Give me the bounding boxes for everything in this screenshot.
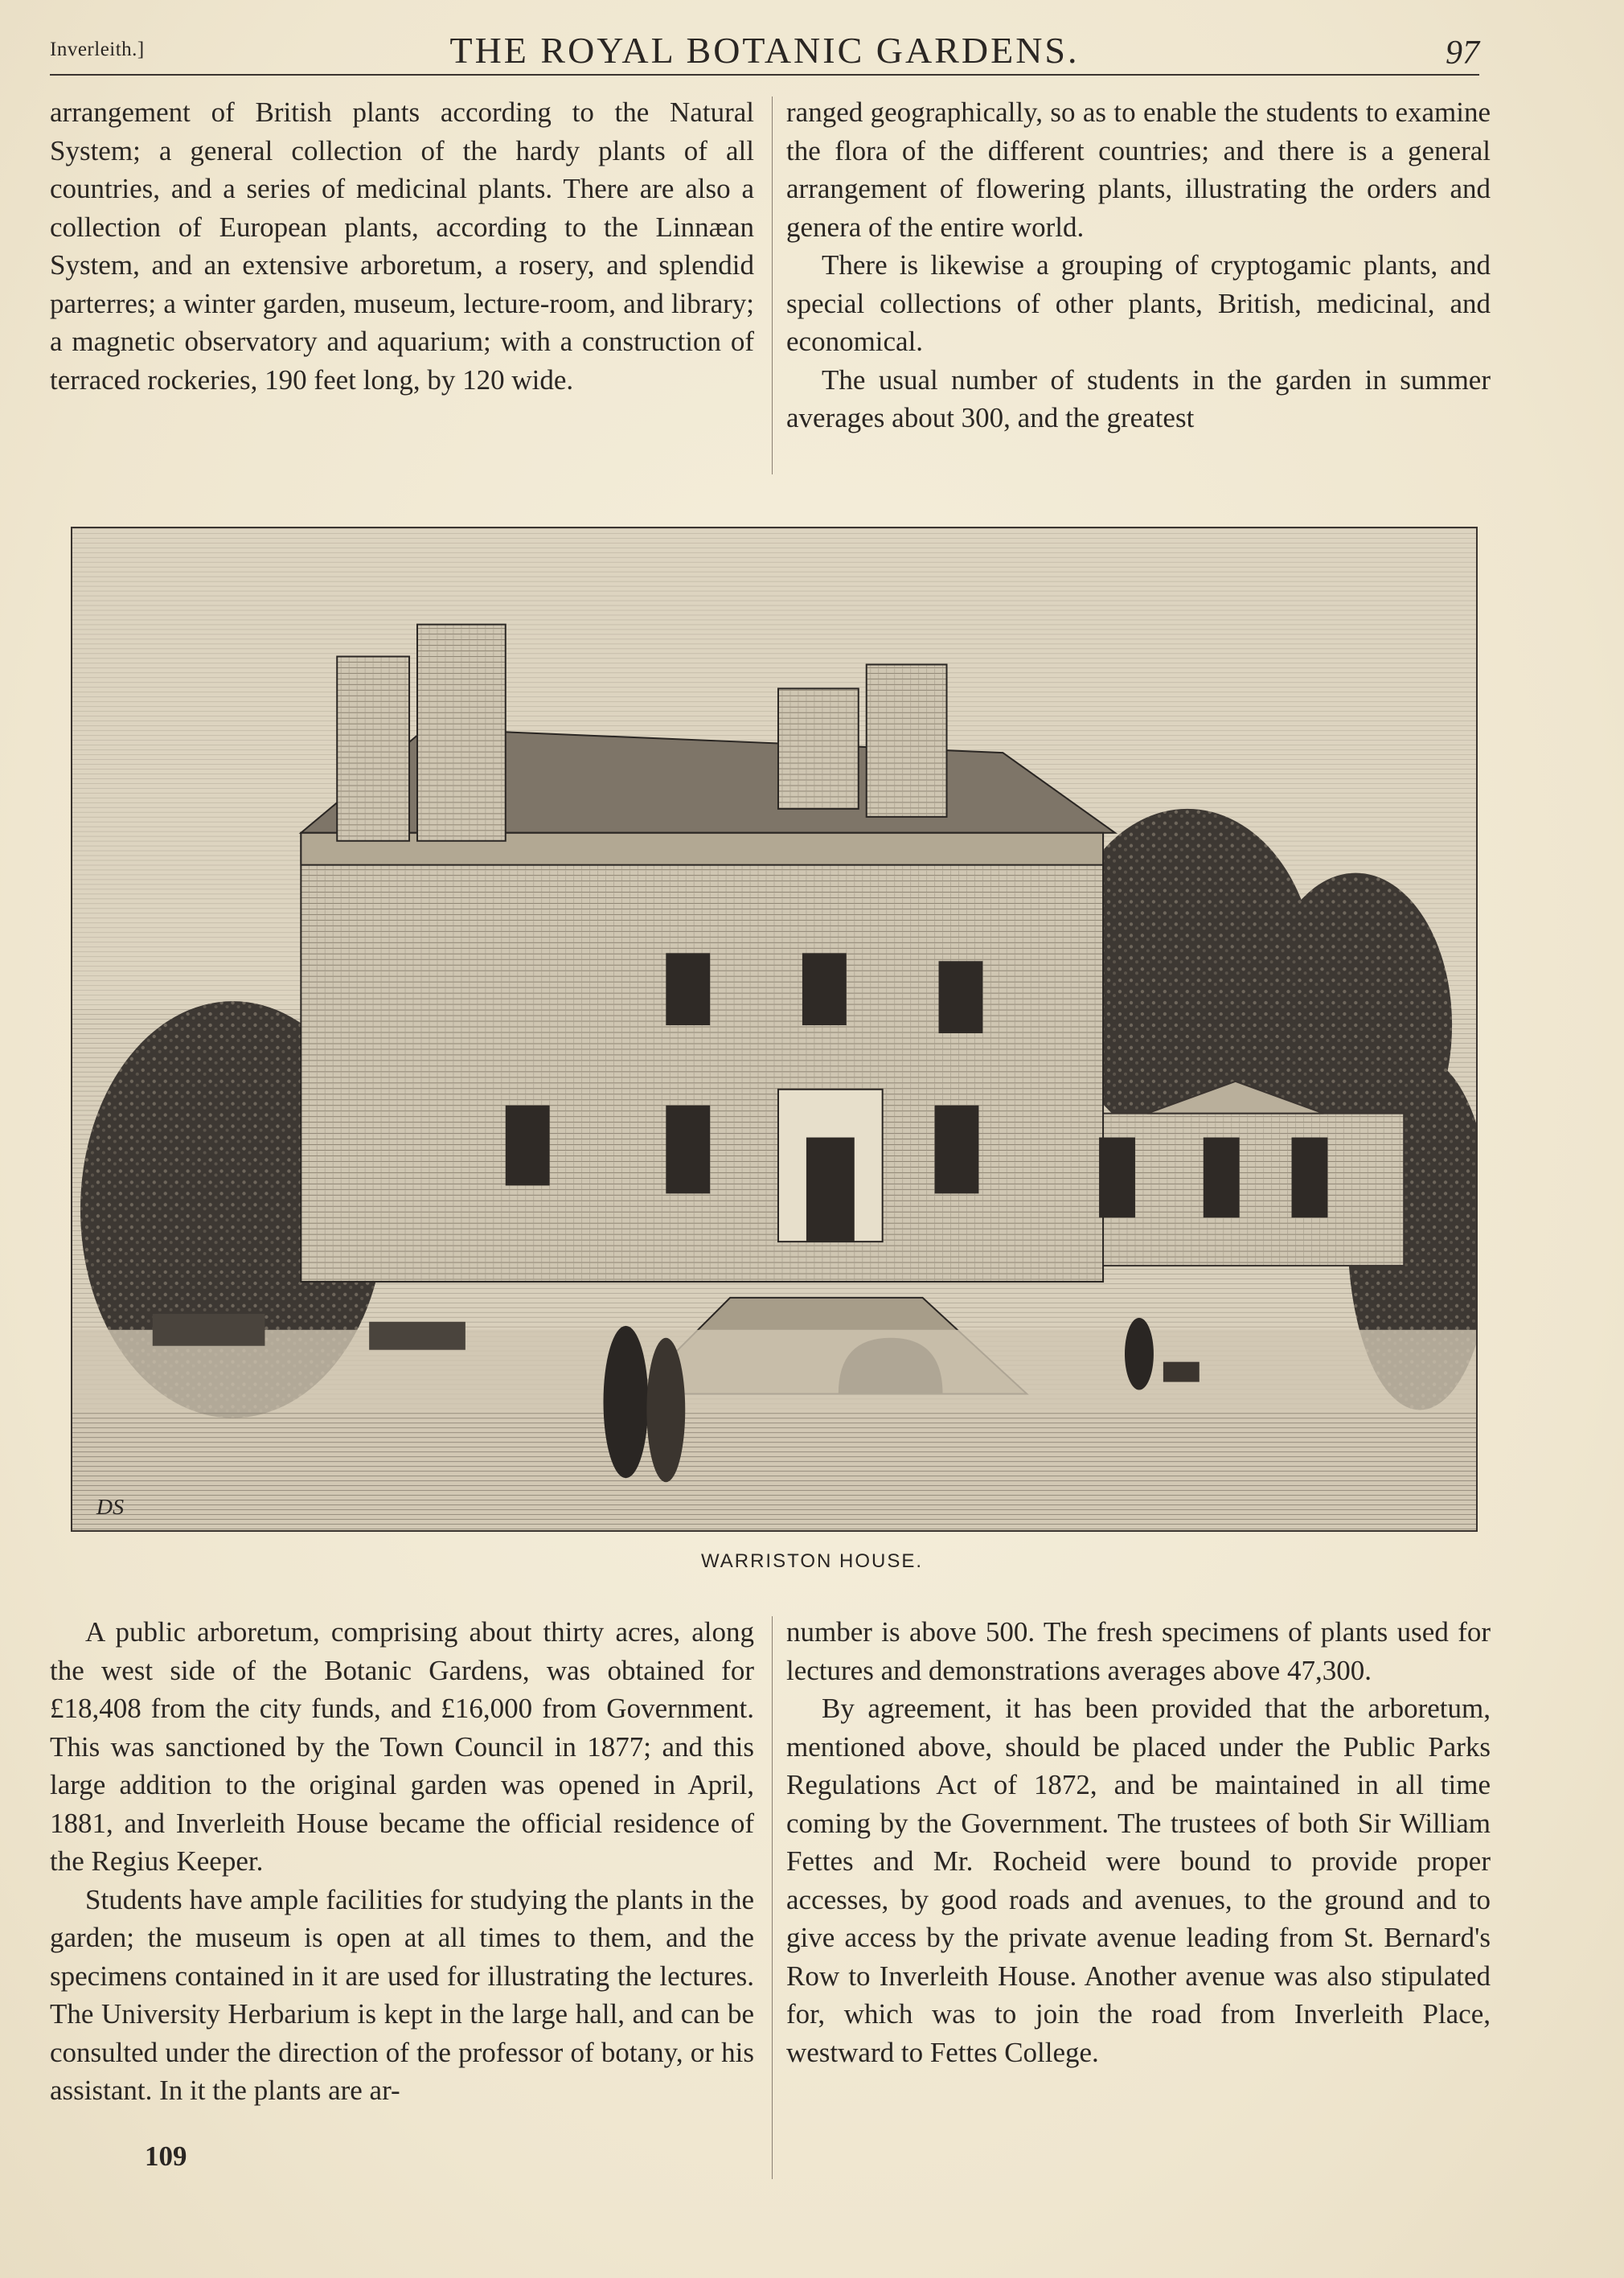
page-title: THE ROYAL BOTANIC GARDENS.: [449, 30, 1080, 71]
header-rule: [50, 74, 1479, 76]
bottom-right-column: [786, 1613, 1491, 2071]
engraver-mark: DS: [96, 1495, 125, 1521]
bottom-left-column: [50, 1613, 754, 2110]
paragraph: A public arboretum, comprising about thirty acres, along the west side of the Botanic Gardens, was obtained for £18,408 from the city funds, and £16,000 from Government. This was sanctioned by the Town Council in 1877; and this large addition to the original garden was opened in April, 1881, and Inverleith House became the official residence of the Regius Keeper.: [50, 1616, 754, 1877]
paragraph: arrangement of British plants according to the Natural System; a general collection of the hardy plants of all countries, and a series of medicinal plants. There are also a collection of European plants, according to the Linnæan System, and an extensive arboretum, a rosery, and splendid parterres; a winter garden, museum, lecture-room, and library; a magnetic observatory and aquarium; with a construction of terraced rockeries, 190 feet long, by 120 wide.: [50, 96, 754, 396]
paragraph: ranged geographically, so as to enable the students to examine the flora of the different countries; and there is a general arrangement of flowering plants, illustrating the orders and genera of the entire world.: [786, 96, 1491, 243]
paragraph: There is likewise a grouping of cryptogamic plants, and special collections of other plants, British, medicinal, and economical.: [786, 249, 1491, 357]
top-left-column: [50, 93, 754, 399]
running-header: [50, 29, 1479, 77]
column-divider: [772, 96, 773, 474]
column-divider: [772, 1616, 773, 2179]
paragraph: The usual number of students in the garden in summer averages about 300, and the greatest: [786, 363, 1491, 433]
page-number: 97: [1446, 35, 1479, 72]
paragraph: Students have ample facilities for studying the plants in the garden; the museum is open at all times to them, and the specimens contained in it are used for illustrating the lectures. The University Herbarium is kept in the large hall, and can be consulted under the direction of the professor of botany, or his assistant. In it the plants are ar-: [50, 1883, 754, 2106]
paragraph: number is above 500. The fresh specimens of plants used for lectures and demonstrations averages above 47,300.: [786, 1616, 1491, 1686]
section-tag: Inverleith.]: [50, 39, 145, 60]
paragraph: By agreement, it has been provided that the arboretum, mentioned above, should be placed under the Public Parks Regulations Act of 1872, and be maintained in all time coming by the Government. The trustees of both Sir William Fettes and Mr. Rocheid were bound to provide proper accesses, by good roads and avenues, to the ground and to give access by the private avenue leading from St. Bernard's Row to Inverleith House. Another avenue was also stipulated for, which was to join the road from Inverleith Place, westward to Fettes College.: [786, 1693, 1491, 2068]
warriston-house-engraving: [72, 528, 1476, 1530]
engraving-illustration: [71, 527, 1478, 1532]
folio-number: 109: [145, 2140, 187, 2172]
top-right-column: [786, 93, 1491, 437]
figure-caption: WARRISTON HOUSE.: [700, 1550, 924, 1572]
